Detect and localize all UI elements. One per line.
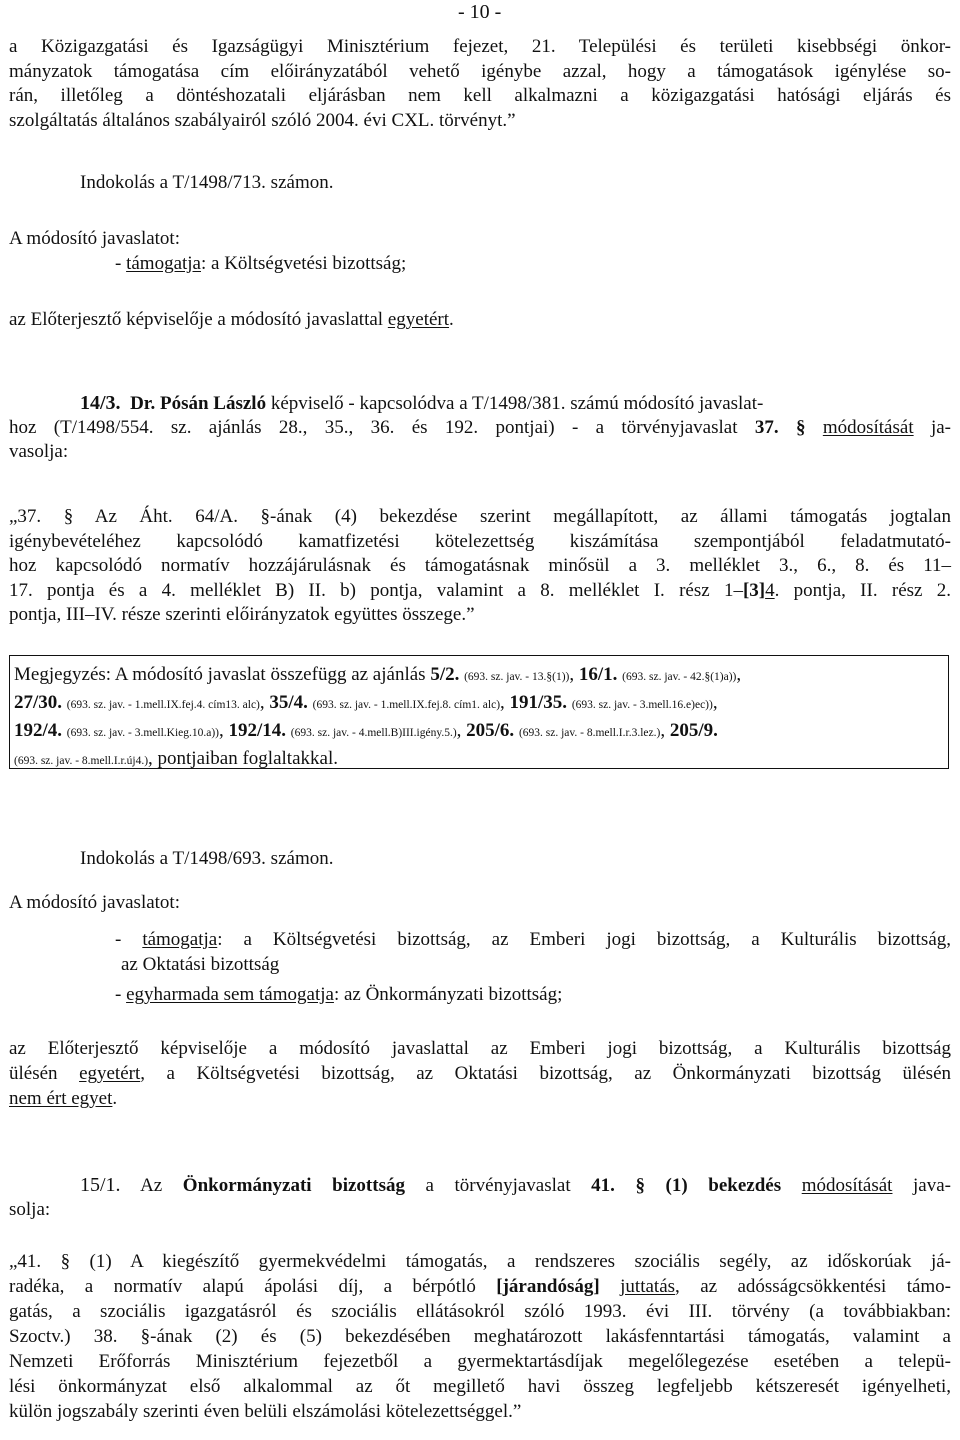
inserted-word: juttatás xyxy=(620,1276,676,1297)
note-item-ref: (693. sz. jav. - 13.§(1)) xyxy=(464,671,570,683)
note-item-ref: (693. sz. jav. - 1.mell.IX.fej.8. cím1. alc) xyxy=(312,699,501,711)
note-item-ref: (693. sz. jav. - 8.mell.I.r.új4.) xyxy=(14,755,149,767)
support-line-2 xyxy=(115,928,951,952)
deleted-word: [járandóság] xyxy=(496,1276,600,1297)
modositasat-word: módosítását xyxy=(822,416,914,438)
eloterjeszto-line-1 xyxy=(9,308,454,332)
amendment-number: 15/1. xyxy=(80,1174,121,1196)
deleted-bracket: [3] xyxy=(742,579,766,601)
section-ref: 41. § (1) bekezdés xyxy=(591,1175,782,1196)
text-37-line-2: igénybevételéhez kapcsolódó kamatfizetési kötelezettség kiszámítása szempontjából feladatmutató- xyxy=(9,530,951,552)
note-item-number: 16/1. xyxy=(578,664,618,685)
committee-text: : a Költségvetési bizottság; xyxy=(201,253,407,274)
note-line-3: 192/4. (693. sz. jav. - 3.mell.Kieg.10.a)), 192/14. (693. sz. jav. - 4.mell.B)III.igény.5.), 205/6. (693. sz. jav. - 8.mell.I.r.3.lez.), 205/9. xyxy=(14,720,718,741)
eloterjeszto-text: az Előterjesztő képviselője a módosító javaslattal xyxy=(9,309,388,330)
amendment-15-1-line-2: solja: xyxy=(9,1199,51,1220)
note-item-number: 191/35. xyxy=(509,692,568,713)
javaslat-label-2: A módosító javaslatot: xyxy=(9,892,180,913)
eloterjeszto-line-2a: az Előterjesztő képviselője a módosító javaslattal az Emberi jogi bizottság, a Kulturális bizottság xyxy=(9,1038,951,1059)
note-item-ref: (693. sz. jav. - 42.§(1)a)) xyxy=(622,671,737,683)
intro-line-4: szolgáltatás általános szabályairól szóló 2004. évi CXL. törvényt.” xyxy=(9,109,516,131)
text-41-line-1: „41. § (1) A kiegészítő gyermekvédelmi támogatás, a rendszeres szociális segély, az időskorúak já- xyxy=(9,1251,951,1272)
text-41-line-2e: , az adósságcsökkentési támo- xyxy=(675,1276,952,1297)
text-37-line-4a: 17. pontja és a 4. melléklet B) II. b) pontja, valamint a 8. melléklet I. rész 1– xyxy=(9,579,743,601)
dash: - xyxy=(115,929,143,950)
note-item-number: 27/30. xyxy=(14,692,63,713)
text-41-line-2a: radéka, a normatív alapú ápolási díj, a bérpótló xyxy=(9,1276,497,1297)
a15-mid: a törvényjavaslat xyxy=(404,1175,592,1196)
amendment-15-1-line-1 xyxy=(80,1173,951,1198)
note-item-ref: (693. sz. jav. - 1.mell.IX.fej.4. cím13. alc) xyxy=(66,699,260,711)
text-37-line-3: hoz kapcsolódó normatív hozzájárulásnak és támogatásnak minősül a 3. melléklet 3., 6., 8. és 11– xyxy=(9,555,951,576)
note-line-2: 27/30. (693. sz. jav. - 1.mell.IX.fej.4. cím13. alc), 35/4. (693. sz. jav. - 1.mell.IX.fej.8. cím1. alc), 191/35. (693. sz. jav. - 3.mell.16.e)ec)), xyxy=(14,692,718,713)
p2-pre: ülésén xyxy=(9,1063,80,1084)
note-item-number: 192/14. xyxy=(228,720,287,741)
oppose-line xyxy=(115,983,562,1007)
note-item-number: 205/6. xyxy=(466,720,515,741)
page-number: - 10 - xyxy=(458,1,502,23)
support-line-2b: az Oktatási bizottság xyxy=(121,954,280,975)
amendment-header-text-2: hoz (T/1498/554. sz. ajánlás 28., 35., 36. és 192. pontjai) - a törvényjavaslat xyxy=(9,416,755,438)
text-37-line-4 xyxy=(9,579,951,603)
note-item-number: 35/4. xyxy=(269,692,308,713)
amendment-number: 14/3. xyxy=(80,392,121,414)
amendment-14-3-line-2 xyxy=(9,416,951,440)
support-line-1 xyxy=(115,252,406,276)
text-41-line-7: külön jogszabály szerinti éven belüli elszámolási kötelezettséggel.” xyxy=(9,1401,522,1422)
section-ref: 37. § xyxy=(754,416,806,438)
tamogatja-word: támogatja xyxy=(126,253,201,274)
note-item-ref: (693. sz. jav. - 8.mell.I.r.3.lez.) xyxy=(518,727,661,739)
dash: - xyxy=(115,984,127,1005)
intro-line-3: rán, illetőleg a döntéshozatali eljárásban nem kell alkalmazni a közigazgatási hatósági eljárás és xyxy=(9,85,951,106)
committee-name: Önkormányzati bizottság xyxy=(182,1175,405,1196)
note-line-1: Megjegyzés: A módosító javaslat összefügg az ajánlás 5/2. (693. sz. jav. - 13.§(1)), 16/1. (693. sz. jav. - 42.§(1)a)), xyxy=(14,664,742,685)
space xyxy=(600,1276,620,1297)
committee-text: : az Önkormányzati bizottság; xyxy=(333,984,563,1005)
note-item-number: 5/2. xyxy=(430,664,460,685)
text-37-line-4d: . pontja, II. rész 2. xyxy=(774,579,951,601)
period: . xyxy=(449,309,454,330)
note-suffix: pontjaiban foglaltakkal. xyxy=(152,748,338,769)
note-item-ref: (693. sz. jav. - 3.mell.Kieg.10.a)) xyxy=(66,727,220,739)
text-37-line-1: „37. § Az Áht. 64/A. §-ának (4) bekezdése szerint megállapított, az állami támogatás jogtalan xyxy=(9,506,951,527)
egyetert-word: egyetért xyxy=(79,1063,141,1084)
text-41-line-5: Nemzeti Erőforrás Minisztérium fejezetből a gyermektartásdíjak megelőlegezése esetében a telepü- xyxy=(9,1351,951,1372)
amendment-14-3-line-1 xyxy=(80,391,763,416)
indokolas-693: Indokolás a T/1498/693. számon. xyxy=(80,848,334,869)
committee-list: : a Költségvetési bizottság, az Emberi jogi bizottság, a Kulturális bizottság, xyxy=(217,929,951,950)
indokolas-713: Indokolás a T/1498/713. számon. xyxy=(80,172,334,193)
text-41-line-6: lési önkormányzat első alkalommal az őt megillető havi összeg legfeljebb kétszeresét igényelheti, xyxy=(9,1376,951,1397)
ja-text: ja- xyxy=(913,416,952,438)
note-line-4: (693. sz. jav. - 8.mell.I.r.új4.), pontjaiban foglaltakkal. xyxy=(14,748,338,769)
javaslat-label-1: A módosító javaslatot: xyxy=(9,228,180,249)
text-41-line-2 xyxy=(9,1275,951,1299)
text-41-line-3: gatás, a szociális igazgatásról és szociális ellátásokról szóló 1993. évi III. törvény (a továbbiakban: xyxy=(9,1301,951,1322)
dash: - xyxy=(115,253,127,274)
note-box xyxy=(9,655,949,769)
egyetert-word: egyetért xyxy=(387,309,450,330)
p2-rest: , a Költségvetési bizottság, az Oktatási bizottság, az Önkormányzati bizottság ülésén xyxy=(140,1063,952,1084)
inserted-number: 4 xyxy=(765,579,775,601)
java-text: java- xyxy=(892,1175,952,1196)
amendment-14-3-line-3: vasolja: xyxy=(9,441,69,462)
egyharmada-phrase: egyharmada sem támogatja xyxy=(126,984,334,1005)
text-37-line-5: pontja, III–IV. része szerinti előirányzatok együttes összege.” xyxy=(9,604,475,625)
period: . xyxy=(112,1088,118,1109)
nem-ert-egyet-phrase: nem ért egyet xyxy=(9,1088,113,1109)
eloterjeszto-line-2b xyxy=(9,1062,951,1086)
text-41-line-4: Szoctv.) 38. §-ának (2) és (5) bekezdésében meghatározott lakásfenntartási támogatás, valamint a xyxy=(9,1326,951,1347)
note-item-ref: (693. sz. jav. - 3.mell.16.e)ec)) xyxy=(571,699,713,711)
tamogatja-word: támogatja xyxy=(142,929,218,950)
note-item-number: 192/4. xyxy=(14,720,63,741)
modositasat-word: módosítását xyxy=(801,1175,893,1196)
note-item-number: 205/9. xyxy=(669,720,718,741)
eloterjeszto-line-2c xyxy=(9,1087,951,1111)
amendment-header-text: képviselő - kapcsolódva a T/1498/381. számú módosító javaslat- xyxy=(266,393,764,414)
note-item-ref: (693. sz. jav. - 4.mell.B)III.igény.5.) xyxy=(290,727,457,739)
mp-name: Pósán László xyxy=(159,393,267,414)
a15-pre: Az xyxy=(120,1175,183,1196)
intro-line-2: mányzatok támogatása cím előirányzatából vehető igénybe azzal, hogy a támogatások igénylése so- xyxy=(9,60,951,82)
note-prefix: Megjegyzés: A módosító javaslat összefügg az ajánlás xyxy=(14,664,431,685)
dr-title: Dr. xyxy=(130,393,156,414)
intro-line-1: a Közigazgatási és Igazságügyi Minisztérium fejezet, 21. Települési és területi kisebbségi önkor- xyxy=(9,36,951,57)
